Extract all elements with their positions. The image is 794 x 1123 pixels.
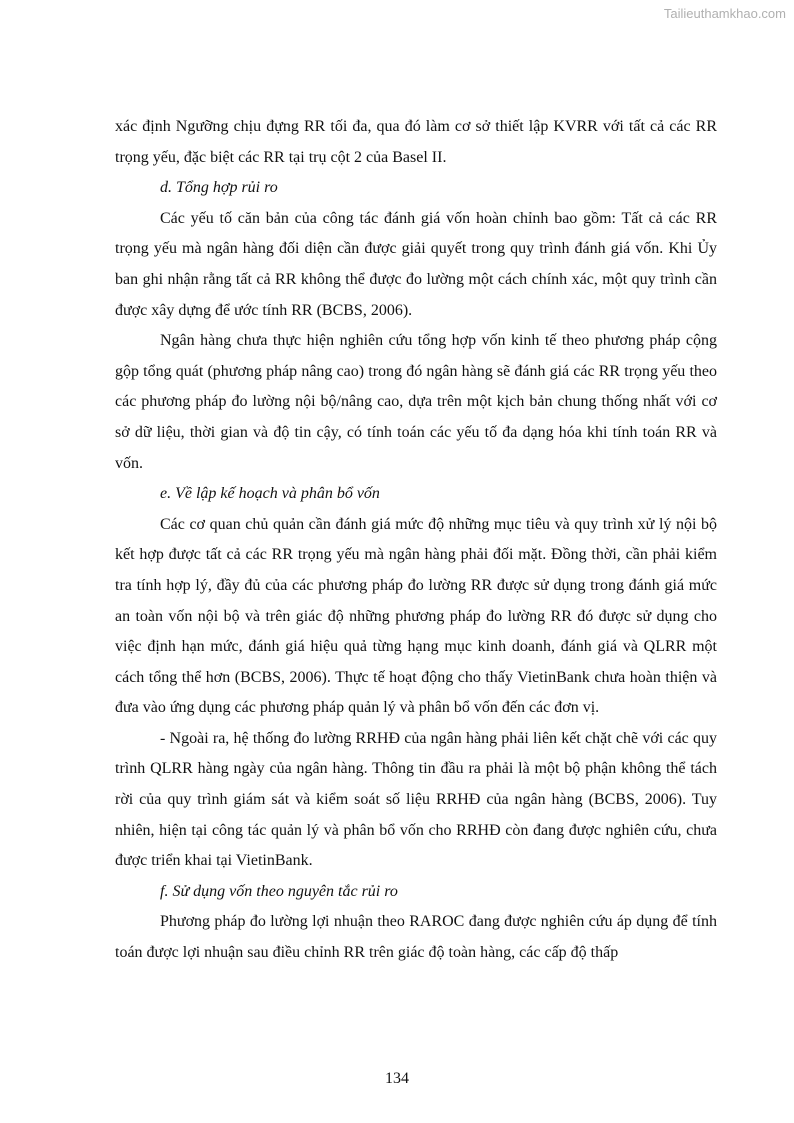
heading-d-risk-aggregation: d. Tổng hợp rủi ro [160, 179, 278, 197]
paragraph-raroc: Phương pháp đo lường lợi nhuận theo RAROC đang được nghiên cứu áp dụng để tính toán được lợi nhuận sau điều chỉnh RR trên giác độ toàn hàng, các cấp độ thấp [115, 913, 717, 962]
paragraph-economic-capital: Ngân hàng chưa thực hiện nghiên cứu tổng hợp vốn kinh tế theo phương pháp cộng gộp tổng quát (phương pháp nâng cao) trong đó ngân hàng sẽ đánh giá các RR trọng yếu theo các phương pháp đo lường nội bộ/nâng cao, dựa trên một kịch bản chung thống nhất với cơ sở dữ liệu, thời gian và độ tin cậy, có tính toán các yếu tố đa dạng hóa khi tính toán RR và vốn. [115, 332, 717, 472]
page-number: 134 [385, 1070, 409, 1087]
heading-f-risk-based-capital: f. Sử dụng vốn theo nguyên tắc rủi ro [160, 882, 398, 900]
paragraph-authorities: Các cơ quan chủ quản cần đánh giá mức độ những mục tiêu và quy trình xử lý nội bộ kết hợp được tất cả các RR trọng yếu mà ngân hàng phải đối mặt. Đồng thời, cần phải kiểm tra tính hợp lý, đầy đủ của các phương pháp đo lường RR được sử dụng trong đánh giá mức an toàn vốn nội bộ và trên giác độ những phương pháp đo lường RR đó được sử dụng cho việc định hạn mức, đánh giá hiệu quả từng hạng mục kinh doanh, đánh giá và QLRR một cách tổng thể hơn (BCBS, 2006). Thực tế hoạt động cho thấy VietinBank chưa hoàn thiện và đưa vào ứng dụng các phương pháp quản lý và phân bổ vốn đến các đơn vị. [115, 515, 717, 717]
page-body [115, 112, 717, 969]
heading-e-capital-planning: e. Về lập kế hoạch và phân bổ vốn [160, 485, 380, 503]
paragraph-capital-assessment: Các yếu tố căn bản của công tác đánh giá vốn hoàn chỉnh bao gồm: Tất cả các RR trọng yếu mà ngân hàng đối diện cần được giải quyết trong quy trình đánh giá vốn. Khi Ủy ban ghi nhận rằng tất cả RR không thể được đo lường một cách chính xác, một quy trình cần được xây dựng để ước tính RR (BCBS, 2006). [115, 209, 717, 319]
watermark: Tailieuthamkhao.com [663, 6, 786, 21]
paragraph-continued: xác định Ngưỡng chịu đựng RR tối đa, qua đó làm cơ sở thiết lập KVRR với tất cả các RR trọng yếu, đặc biệt các RR tại trụ cột 2 của Basel II. [115, 118, 717, 166]
paragraph-measurement-system: - Ngoài ra, hệ thống đo lường RRHĐ của ngân hàng phải liên kết chặt chẽ với các quy trình QLRR hàng ngày của ngân hàng. Thông tin đầu ra phải là một bộ phận không thể tách rời của quy trình giám sát và kiểm soát số liệu RRHĐ của ngân hàng (BCBS, 2006). Tuy nhiên, hiện tại công tác quản lý và phân bổ vốn cho RRHĐ còn đang được nghiên cứu, chưa được triển khai tại VietinBank. [115, 729, 717, 870]
